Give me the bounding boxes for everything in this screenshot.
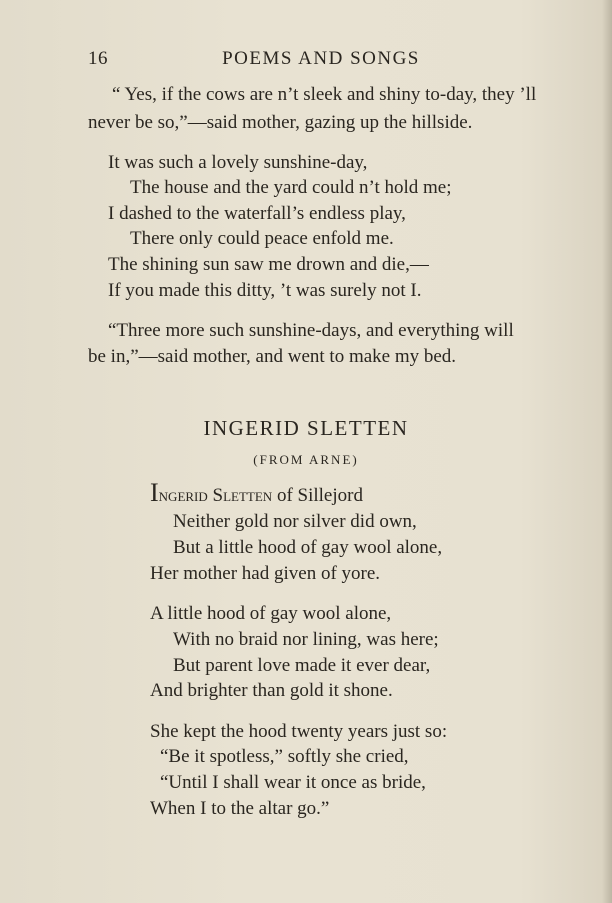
prose-1-line-1: “ Yes, if the cows are n’t sleek and shiny to-day, they ’ll	[112, 84, 537, 105]
verse-1-line-3: I dashed to the waterfall’s endless play,	[108, 203, 406, 224]
first-line-rest: of Sillejord	[272, 485, 363, 506]
verse-1-line-6: If you made this ditty, ’t was surely not I.	[108, 280, 422, 301]
stanza-3-line-3: “Until I shall wear it once as bride,	[160, 772, 426, 793]
page-number: 16	[88, 48, 108, 69]
verse-1-line-2: The house and the yard could n’t hold me;	[130, 177, 452, 198]
poem-first-line	[150, 480, 363, 509]
first-line-small-caps: ngerid Sletten	[158, 485, 273, 506]
stanza-1-line-4: Her mother had given of yore.	[150, 563, 381, 584]
drop-cap: I	[150, 478, 159, 507]
verse-1-line-5: The shining sun saw me drown and die,—	[108, 254, 429, 275]
stanza-2-line-1: A little hood of gay wool alone,	[150, 603, 392, 624]
verse-1-line-1: It was such a lovely sunshine-day,	[108, 152, 368, 173]
stanza-2-line-3: But parent love made it ever dear,	[173, 655, 431, 676]
stanza-2-line-4: And brighter than gold it shone.	[150, 680, 393, 701]
prose-1-line-2: never be so,”—said mother, gazing up the hillside.	[88, 112, 473, 133]
running-header	[88, 48, 554, 72]
stanza-3-line-4: When I to the altar go.”	[150, 798, 330, 819]
stanza-2-line-2: With no braid nor lining, was here;	[173, 629, 439, 650]
verse-1-line-4: There only could peace enfold me.	[130, 228, 394, 249]
stanza-1-line-3: But a little hood of gay wool alone,	[173, 537, 443, 558]
poem-title: INGERID SLETTEN	[203, 416, 409, 440]
running-title: POEMS AND SONGS	[222, 48, 420, 69]
prose-2-line-2: be in,”—said mother, and went to make my bed.	[88, 346, 457, 367]
prose-2-line-1: “Three more such sunshine-days, and everything will	[108, 320, 514, 341]
stanza-1-line-2: Neither gold nor silver did own,	[173, 511, 417, 532]
stanza-3-line-2: “Be it spotless,” softly she cried,	[160, 746, 409, 767]
poem-subtitle: (FROM ARNE)	[253, 452, 359, 467]
stanza-3-line-1: She kept the hood twenty years just so:	[150, 721, 448, 742]
